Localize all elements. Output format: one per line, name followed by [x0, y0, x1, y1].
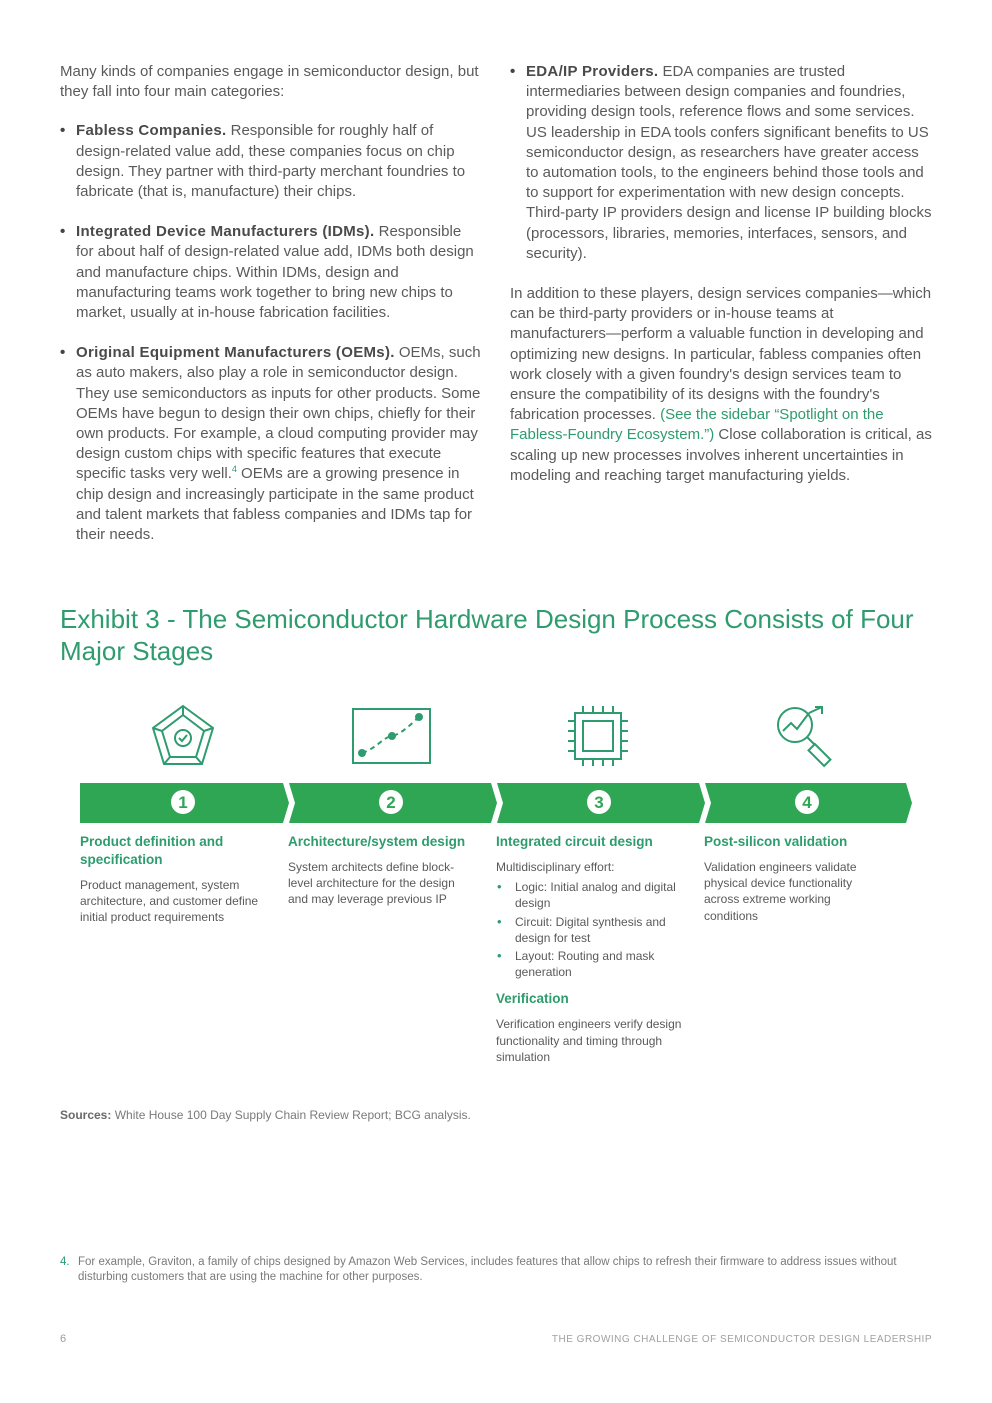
stage-text: Product management, system architecture, and customer define initial product requirements [80, 878, 259, 925]
stage-3-description [496, 833, 686, 1065]
running-title: THE GROWING CHALLENGE OF SEMICONDUCTOR DESIGN LEADERSHIP [551, 1334, 932, 1345]
left-column [60, 62, 482, 565]
page-number: 6 [60, 1333, 67, 1345]
stage-number: 4 [802, 793, 812, 812]
list-item: • Layout: Routing and mask generation [496, 948, 686, 980]
footnote [60, 1255, 932, 1284]
list-item: • Logic: Initial analog and digital design [496, 879, 686, 911]
stage-intro: Multidisciplinary effort: [496, 860, 615, 874]
bullet-text: OEMs, such as auto makers, also play a role in semiconductor design. They use semiconductors as inputs for other products. Some OEMs have begun to design their own chips, chiefly for their own products. For example, a cloud computing provider may design custom chips with specific features that execute specific tasks very well. [76, 344, 481, 483]
sidebar-link[interactable]: (See the sidebar “Spotlight on the Fabless-Foundry Ecosystem.”) [510, 406, 884, 444]
pentagon-check-icon [150, 703, 216, 769]
sources-text: White House 100 Day Supply Chain Review Report; BCG analysis. [111, 1108, 471, 1122]
architecture-path-icon [352, 703, 432, 769]
sources-note [60, 1108, 471, 1122]
footnote-ref[interactable]: 4 [231, 464, 237, 475]
bullet-lead: Original Equipment Manufacturers (OEMs). [76, 344, 395, 362]
bullet-idm [60, 222, 482, 323]
verification-text: Verification engineers verify design functionality and timing through simulation [496, 1017, 682, 1064]
bullet-eda-ip [510, 62, 932, 264]
bullet-text: Responsible for roughly half of design-related value add, these companies focus on chip design. They partner with third-party merchant foundries to fabricate (that is, manufacture) their chips. [76, 122, 466, 201]
stage-title: Product definition and specification [80, 834, 224, 867]
bullet-text: Responsible for about half of design-related value add, IDMs both design and manufacture chips. Within IDMs, design and manufacturing teams work together to bring new chips to market, usually at in-house fabrication facilities. [76, 223, 474, 322]
bullet-lead: EDA/IP Providers. [526, 63, 659, 80]
stage-number: 3 [594, 793, 604, 812]
bullet-lead: Integrated Device Manufacturers (IDMs). [76, 223, 375, 241]
bullet-lead: Fabless Companies. [76, 122, 227, 140]
stage-text: System architects define block-level architecture for the design and may leverage previous IP [288, 860, 455, 907]
stage-1-description [80, 833, 270, 926]
stage-text: Validation engineers validate physical device functionality across extreme working conditions [704, 860, 857, 923]
exhibit-title: Exhibit 3 - The Semiconductor Hardware Design Process Consists of Four Major Stages [60, 604, 914, 666]
footnote-number: 4. [60, 1256, 70, 1268]
design-services-paragraph [510, 284, 932, 486]
stage-4-description [704, 833, 884, 924]
stage-title: Post-silicon validation [704, 834, 848, 849]
stage-title: Architecture/system design [288, 834, 466, 849]
paragraph-text-continued: Close collaboration is critical, as scaling up new processes involves inherent uncertainties in modeling and reaching target manufacturing yields. [510, 426, 932, 484]
intro-paragraph: Many kinds of companies engage in semiconductor design, but they fall into four main categories: [60, 63, 479, 101]
bullet-fabless [60, 121, 482, 202]
chip-icon [565, 703, 631, 769]
magnifier-chart-icon [775, 703, 841, 769]
stage-list [496, 879, 686, 980]
list-item: • Circuit: Digital synthesis and design for test [496, 914, 686, 946]
verification-title: Verification [496, 991, 569, 1007]
bullet-oem [60, 343, 482, 545]
right-column [510, 62, 932, 505]
stage-number: 2 [386, 793, 396, 812]
stage-arrows [80, 783, 912, 823]
stage-2-description [288, 833, 468, 908]
stage-number: 1 [178, 793, 188, 812]
sources-label: Sources: [60, 1108, 112, 1122]
stage-title: Integrated circuit design [496, 834, 653, 849]
bullet-text-continued: OEMs are a growing presence in chip design and increasingly participate in the same product and talent markets that fabless companies and IDMs tap for their needs. [76, 465, 474, 544]
bullet-text: EDA companies are trusted intermediaries between design companies and foundries, providing design tools, reference flows and some services. US leadership in EDA tools confers significant benefits to US semiconductor design, as researchers have greater access to automation tools, to the engineers behind those tools and to support for experimentation with new design concepts. Third-party IP providers design and license IP building blocks (processors, libraries, memories, interfaces, sensors, and security). [526, 63, 932, 262]
footnote-text: For example, Graviton, a family of chips designed by Amazon Web Services, includes features that allow chips to refresh their firmware to address issues without disturbing customers that are using the machine for other purposes. [78, 1256, 897, 1283]
paragraph-text: In addition to these players, design services companies—which can be third-party providers or in-house teams at manufacturers—perform a valuable function in developing and optimizing new designs. In particular, fabless companies often work closely with a given foundry's design services team to ensure the compatibility of its designs with the foundry's fabrication processes. [510, 285, 932, 424]
